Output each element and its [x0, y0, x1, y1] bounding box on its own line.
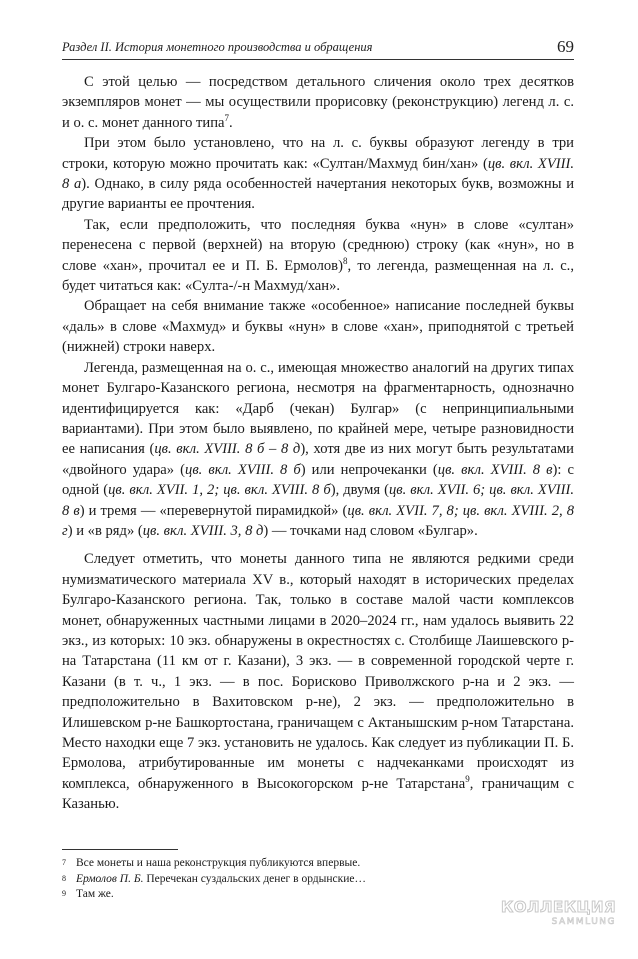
plate-reference: цв. вкл. XVII. 7, 8; цв. вкл. XVIII. 2, 8 г	[62, 502, 575, 539]
plate-reference: цв. вкл. XVIII. 8 в	[437, 461, 553, 478]
text-run: При этом было установлено, что на л. с. буквы образуют легенду в три строки, которую можно прочитать как: «Султан/Махмуд бин/хан» (	[62, 135, 574, 172]
footnote-ref: 9	[465, 773, 470, 784]
text-run: Так, если предположить, что последняя буква «нун» в слове «султан» перенесена с первой (верхней) на вторую (среднюю) строку (как «нун», но в слове «хан», прочитал ее и П. Б. Ермолов)	[62, 216, 574, 274]
text-run: ), хотя две из них могут быть результатами «двойного удара» (	[62, 441, 574, 478]
footnote-author: Ермолов П. Б.	[76, 872, 144, 885]
plate-reference: цв. вкл. XVIII. 8 а	[62, 155, 574, 193]
text-run: Следует отметить, что монеты данного типа не являются редкими среди нумизматического материала XV в., который находят в исторических пределах Булгаро-Казанского региона. Так, только в составе малой части комплексов монет, обнаруженных частными лицами в 2020–2024 гг., нам удалось выявить 22 экз., из которых: 10 экз. обнаружены в окрестностях с. Столбище Лаишевского р-на Татарстана (11 км от г. Казани), 3 экз. — в современной городской черте г. Казани (в т. ч., 1 экз. — в пос. Борисково Приволжского р-на и 2 экз. — предположительно в Вахитовском р-не), 2 экз. — предположительно в Илишевском р-не Башкортостана, граничащем с Актанышским р-ном Татарстана. Место находки еще 7 экз. установить не удалось. Как следует из публикации П. Б. Ермолова, атрибутированные им монеты с надчеканками происходят из комплекса, обнаруженного в Высокогорском р-не Татарстана	[62, 551, 574, 792]
paragraph	[62, 549, 574, 814]
text-run: ) и «в ряд» (	[67, 522, 143, 539]
watermark-top-text: КОЛЛЕКЦИЯ	[501, 898, 616, 916]
running-head	[62, 35, 574, 59]
text-run: ) или непрочеканки (	[300, 461, 438, 478]
text-run: ) и тремя — «перевернутой пирамидкой» (	[79, 502, 348, 519]
watermark-logo	[488, 898, 616, 938]
paragraph	[62, 133, 574, 215]
footnote-ref: 8	[342, 255, 348, 266]
running-title: Раздел II. История монетного производства и обращения	[62, 40, 373, 54]
header-rule	[62, 59, 574, 60]
footnote	[62, 872, 574, 888]
text-run: .	[229, 114, 233, 131]
footnote-ref: 7	[224, 112, 230, 123]
text-run: ). Однако, в силу ряда особенностей начертания некоторых букв, возможны и другие варианты ее прочтения.	[62, 176, 575, 213]
paragraph	[62, 358, 574, 542]
page-number: 69	[557, 37, 574, 56]
footnote	[62, 856, 574, 872]
text-run: Легенда, размещенная на о. с., имеющая множество аналогий на других типах монет Булгаро-Казанского региона, несмотря на фрагментарность, однозначно идентифицируется как: «Дарб (чекан) Булгар» (с непринципиальными вариантами). При этом было выявлено, по крайней мере, четыре разновидности ее написания (	[62, 359, 574, 458]
text-run: , то легенда, размещенная на л. с., будет читаться как: «Султа-/-н Махмуд/хан».	[62, 257, 574, 295]
paragraph	[62, 215, 574, 297]
text-run: , граничащим с Казанью.	[62, 775, 574, 813]
paragraph	[62, 72, 574, 133]
footnote-number: 7	[62, 858, 66, 867]
text-run: С этой целью — посредством детального сличения около трех десятков экземпляров монет — мы осуществили прорисовку (реконструкцию) легенд л. с. и о. с. монет данного типа	[62, 74, 574, 131]
text-run: Обращает на себя внимание также «особенное» написание последней буквы «даль» в слове «Махмуд» и буквы «нун» в слове «хан», приподнятой с третьей (нижней) строки наверх.	[62, 298, 574, 356]
text-run: ), двумя (	[330, 482, 389, 499]
body-text	[62, 71, 574, 815]
plate-reference: цв. вкл. XVII. 1, 2; цв. вкл. XVIII. 8 б	[108, 482, 331, 499]
plate-reference: цв. вкл. XVIII. 8 б	[185, 461, 301, 478]
footnote-text: Все монеты и наша реконструкция публикуются впервые.	[76, 857, 361, 869]
watermark-bottom-text: SAMMLUNG	[551, 917, 616, 927]
footnote-text: Перечекан суздальских денег в ордынские…	[143, 872, 366, 885]
text-run: ) — точками над словом «Булгар».	[263, 522, 478, 539]
plate-reference: цв. вкл. XVIII. 3, 8 д	[142, 522, 264, 539]
text-run: ): с одной (	[62, 461, 574, 499]
paragraph	[62, 296, 574, 357]
footnotes	[62, 856, 574, 903]
footnote-number: 8	[62, 873, 66, 883]
plate-reference: цв. вкл. XVIII. 8 б – 8 д	[154, 441, 301, 458]
footnote-rule	[62, 849, 178, 850]
footnote-number: 9	[62, 889, 66, 898]
footnote-text: Там же.	[76, 888, 114, 900]
plate-reference: цв. вкл. XVII. 6; цв. вкл. XVIII. 8 в	[62, 482, 574, 519]
